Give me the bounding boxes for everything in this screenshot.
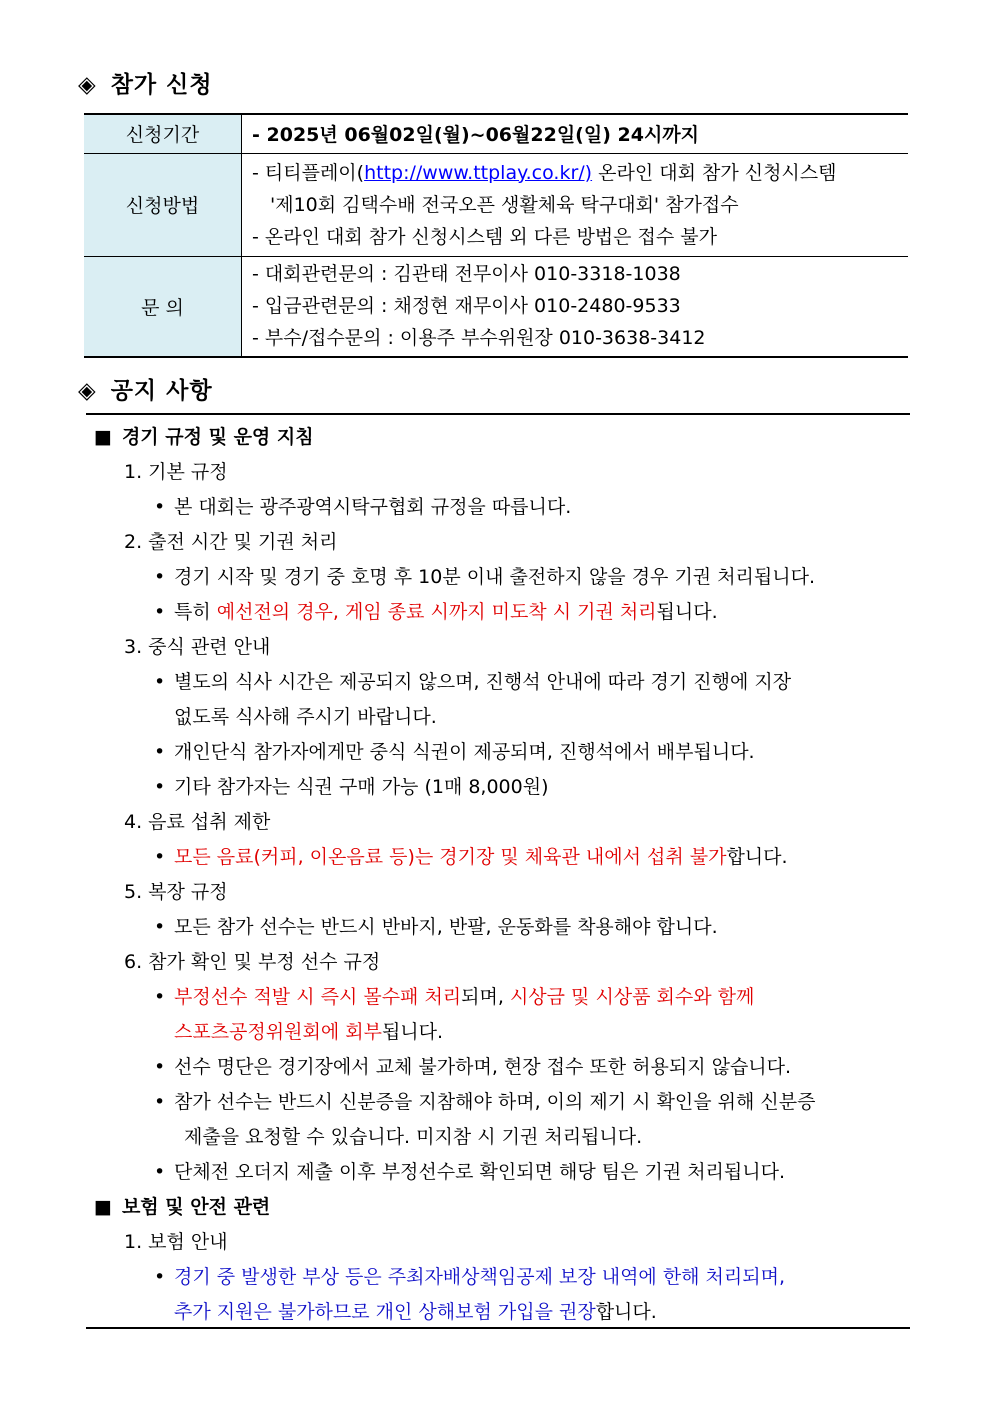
- rule-6-title: 6. 참가 확인 및 부정 선수 규정: [124, 951, 381, 973]
- section-title-notice: [78, 372, 213, 405]
- method-line-1: [252, 157, 908, 189]
- ttplay-link[interactable]: http://www.ttplay.co.kr/): [364, 161, 593, 184]
- period-value: - 2025년 06월02일(월)~06월22일(일) 24시까지: [242, 114, 909, 153]
- heading-rules-text: 경기 규정 및 운영 지침: [121, 426, 314, 448]
- method-line-3: - 온라인 대회 참가 신청시스템 외 다른 방법은 접수 불가: [252, 225, 718, 248]
- method-label: 신청방법: [84, 153, 242, 256]
- inquiry-value: [242, 256, 909, 357]
- list-item-text: 단체전 오더지 제출 이후 부정선수로 확인되면 해당 팀은 기권 처리됩니다.: [174, 1161, 786, 1183]
- list-item: [94, 1050, 904, 1085]
- list-item: [94, 770, 904, 805]
- square-marker-icon: ■: [94, 426, 112, 448]
- list-item-text: 됩니다.: [656, 601, 718, 623]
- list-item-text: 본 대회는 광주광역시탁구협회 규정을 따릅니다.: [174, 496, 572, 518]
- bullet-icon: •: [154, 776, 166, 798]
- highlight-red-text: 예선전의 경우, 게임 종료 시까지 미도착 시 기권 처리: [216, 601, 657, 623]
- bullet-icon: •: [154, 916, 166, 938]
- method-line-1-prefix: - 티티플레이(: [252, 161, 365, 184]
- inquiry-label: 문 의: [84, 256, 242, 357]
- list-item-continuation: [94, 1295, 904, 1330]
- diamond-marker-icon: ◈: [78, 378, 97, 404]
- list-item: [94, 1085, 904, 1120]
- table-row-period: [84, 114, 908, 153]
- list-item: [94, 490, 904, 525]
- list-item-text: 경기 시작 및 경기 중 호명 후 10분 이내 출전하지 않을 경우 기권 처리됩니다.: [174, 566, 815, 588]
- rule-3-title: 3. 중식 관련 안내: [124, 636, 271, 658]
- heading-insurance: [94, 1190, 904, 1225]
- highlight-red-text: 스포츠공정위원회에 회부: [174, 1021, 382, 1043]
- period-label: 신청기간: [84, 114, 242, 153]
- rule-5-title: 5. 복장 규정: [124, 881, 228, 903]
- list-item-text: 특히: [174, 601, 217, 623]
- list-item: [94, 980, 904, 1015]
- list-item-text: 별도의 식사 시간은 제공되지 않으며, 진행석 안내에 따라 경기 진행에 지장: [174, 671, 792, 693]
- rule-4-title: 4. 음료 섭취 제한: [124, 811, 271, 833]
- list-item-continuation: 없도록 식사해 주시기 바랍니다.: [174, 706, 437, 728]
- bullet-icon: •: [154, 1091, 166, 1113]
- rule-2-title: 2. 출전 시간 및 기권 처리: [124, 531, 338, 553]
- list-item: [94, 665, 904, 700]
- bullet-icon: •: [154, 671, 166, 693]
- list-item-text: 기타 참가자는 식권 구매 가능 (1매 8,000원): [174, 776, 549, 798]
- bullet-icon: •: [154, 601, 166, 623]
- list-item: [94, 560, 904, 595]
- bullet-icon: •: [154, 986, 166, 1008]
- section-title-application: [78, 66, 213, 99]
- highlight-red-text: 모든 음료(커피, 이온음료 등)는 경기장 및 체육관 내에서 섭취 불가: [174, 846, 727, 868]
- bullet-icon: •: [154, 496, 166, 518]
- list-item-continuation: [94, 1015, 904, 1050]
- notice-top-rule: [86, 413, 910, 415]
- section-title-text: 공지 사항: [110, 378, 213, 404]
- rule-1-title: 1. 기본 규정: [124, 461, 228, 483]
- insurance-1-title: 1. 보험 안내: [124, 1231, 228, 1253]
- list-item-text: 합니다.: [595, 1301, 657, 1323]
- method-value: [242, 153, 909, 256]
- list-item-continuation: 제출을 요청할 수 있습니다. 미지참 시 기권 처리됩니다.: [184, 1126, 643, 1148]
- application-info-table: [84, 113, 908, 358]
- bullet-icon: •: [154, 1056, 166, 1078]
- notice-body: [94, 420, 904, 1330]
- list-item: [94, 1155, 904, 1190]
- list-item: [94, 735, 904, 770]
- highlight-blue-text: 추가 지원은 불가하므로 개인 상해보험 가입을 권장: [174, 1301, 596, 1323]
- list-item: [94, 1260, 904, 1295]
- highlight-red-text: 부정선수 적발 시 즉시 몰수패 처리: [174, 986, 462, 1008]
- inquiry-line-1: - 대회관련문의 : 김관태 전무이사 010-3318-1038: [252, 263, 681, 286]
- list-item: [94, 840, 904, 875]
- list-item-text: 개인단식 참가자에게만 중식 식권이 제공되며, 진행석에서 배부됩니다.: [174, 741, 755, 763]
- list-item: [94, 910, 904, 945]
- highlight-blue-text: 경기 중 발생한 부상 등은 주최자배상책임공제 보장 내역에 한해 처리되며,: [174, 1266, 786, 1288]
- bullet-icon: •: [154, 566, 166, 588]
- list-item-text: 되며,: [461, 986, 510, 1008]
- list-item-text: 모든 참가 선수는 반드시 반바지, 반팔, 운동화를 착용해야 합니다.: [174, 916, 718, 938]
- heading-rules: [94, 420, 904, 455]
- inquiry-line-3: - 부수/접수문의 : 이용주 부수위원장 010-3638-3412: [252, 327, 706, 350]
- method-line-2: '제10회 김택수배 전국오픈 생활체육 탁구대회' 참가접수: [270, 193, 739, 216]
- table-row-method: [84, 153, 908, 256]
- bullet-icon: •: [154, 846, 166, 868]
- table-row-inquiry: [84, 256, 908, 357]
- heading-insurance-text: 보험 및 안전 관련: [121, 1196, 271, 1218]
- list-item-text: 합니다.: [726, 846, 788, 868]
- list-item-text: 됩니다.: [381, 1021, 444, 1043]
- highlight-red-text: 시상금 및 시상품 회수와 함께: [509, 986, 755, 1008]
- method-line-1-suffix: 온라인 대회 참가 신청시스템: [592, 161, 837, 184]
- list-item-text: 선수 명단은 경기장에서 교체 불가하며, 현장 접수 또한 허용되지 않습니다.: [174, 1056, 792, 1078]
- square-marker-icon: ■: [94, 1196, 112, 1218]
- bullet-icon: •: [154, 1161, 166, 1183]
- inquiry-line-2: - 입금관련문의 : 채정현 재무이사 010-2480-9533: [252, 295, 681, 318]
- bullet-icon: •: [154, 741, 166, 763]
- list-item-text: 참가 선수는 반드시 신분증을 지참해야 하며, 이의 제기 시 확인을 위해 신분증: [174, 1091, 816, 1113]
- section-title-text: 참가 신청: [110, 72, 213, 98]
- bullet-icon: •: [154, 1266, 166, 1288]
- notice-bottom-rule: [86, 1327, 910, 1329]
- diamond-marker-icon: ◈: [78, 72, 97, 98]
- list-item: [94, 595, 904, 630]
